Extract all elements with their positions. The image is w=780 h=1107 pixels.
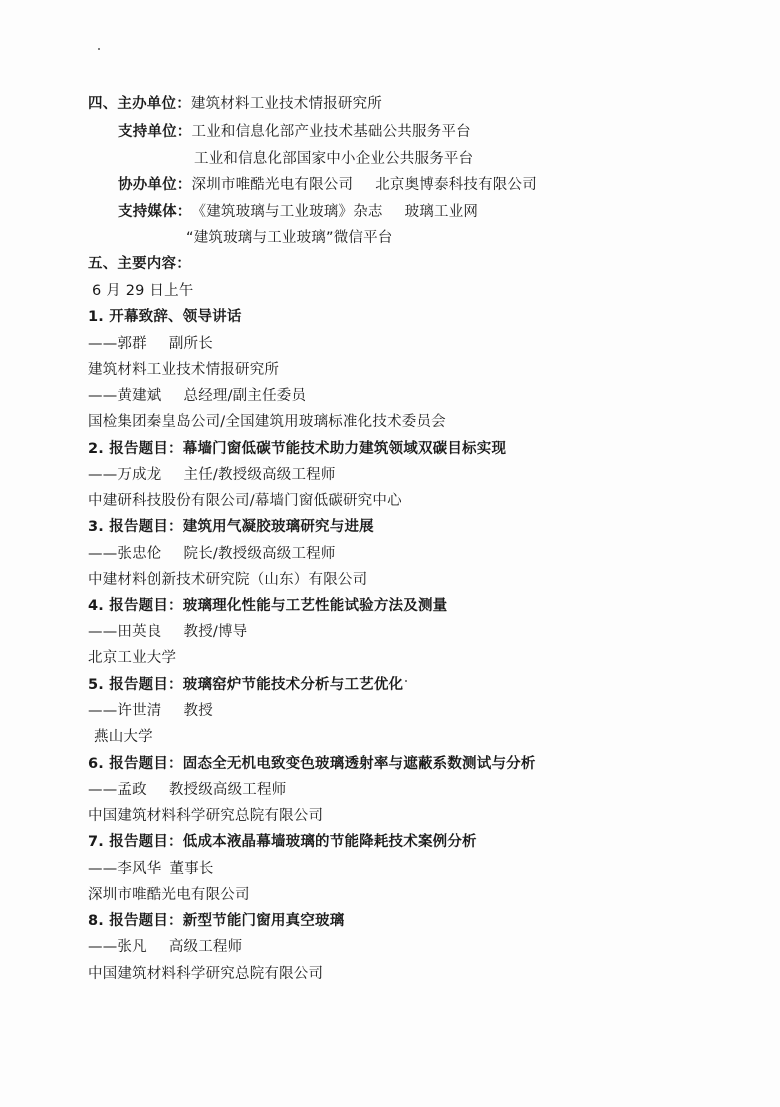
support-row bbox=[118, 122, 471, 142]
media-row-2 bbox=[186, 228, 393, 248]
speaker-org: 北京工业大学 bbox=[88, 650, 177, 666]
agenda-item-title: 8. 报告题目：新型节能门窗用真空玻璃 bbox=[88, 913, 345, 929]
co-row bbox=[118, 175, 537, 195]
host-unit: 建筑材料工业技术情报研究所 bbox=[190, 96, 383, 112]
host-row bbox=[88, 94, 382, 114]
speaker-row bbox=[88, 780, 286, 800]
session-date: 6 月 29 日上午 bbox=[92, 283, 194, 299]
speaker-name: ——孟政 bbox=[88, 782, 147, 798]
speaker-row bbox=[88, 859, 214, 879]
speaker-row bbox=[88, 544, 336, 564]
speaker-name: ——田英良 bbox=[88, 624, 162, 640]
agenda-item-title: 7. 报告题目：低成本液晶幕墙玻璃的节能降耗技术案例分析 bbox=[88, 834, 477, 850]
speaker-org: 中建材料创新技术研究院（山东）有限公司 bbox=[88, 572, 368, 588]
support-row-2 bbox=[194, 149, 473, 169]
speaker-org: 深圳市唯酷光电有限公司 bbox=[88, 887, 250, 903]
media-row bbox=[118, 202, 478, 222]
speaker-role: 主任/教授级高级工程师 bbox=[183, 467, 336, 483]
scan-speck bbox=[98, 48, 100, 50]
speaker-role: 副所长 bbox=[168, 336, 213, 352]
speaker-role: 董事长 bbox=[169, 861, 214, 877]
support-label: 支持单位： bbox=[118, 124, 192, 140]
section4-heading: 四、主办单位： bbox=[88, 96, 191, 112]
support-unit-2: 工业和信息化部国家中小企业公共服务平台 bbox=[194, 151, 474, 167]
speaker-row bbox=[88, 622, 247, 642]
agenda-item-title: 1. 开幕致辞、领导讲话 bbox=[88, 309, 242, 325]
speaker-org: 中建研科技股份有限公司/幕墙门窗低碳研究中心 bbox=[88, 493, 402, 509]
speaker-role: 教授/博导 bbox=[183, 624, 248, 640]
co-unit-2: 北京奥博泰科技有限公司 bbox=[375, 177, 537, 193]
co-label: 协办单位： bbox=[118, 177, 192, 193]
media-label: 支持媒体： bbox=[118, 204, 192, 220]
speaker-row bbox=[88, 701, 213, 721]
speaker-role: 高级工程师 bbox=[168, 939, 243, 955]
scan-speck bbox=[405, 680, 407, 682]
speaker-row bbox=[88, 386, 306, 406]
speaker-role: 教授 bbox=[183, 703, 213, 719]
speaker-org: 燕山大学 bbox=[94, 729, 153, 745]
agenda-item-title: 6. 报告题目：固态全无机电致变色玻璃透射率与遮蔽系数测试与分析 bbox=[88, 756, 536, 772]
media-2: 玻璃工业网 bbox=[404, 204, 479, 220]
speaker-role: 总经理/副主任委员 bbox=[183, 388, 307, 404]
speaker-name: ——李风华 bbox=[88, 861, 162, 877]
speaker-row bbox=[88, 334, 213, 354]
co-unit-1: 深圳市唯酷光电有限公司 bbox=[191, 177, 354, 193]
speaker-name: ——许世清 bbox=[88, 703, 162, 719]
speaker-org: 建筑材料工业技术情报研究所 bbox=[88, 362, 280, 378]
media-3: “建筑玻璃与工业玻璃”微信平台 bbox=[186, 230, 393, 246]
speaker-name: ——张凡 bbox=[88, 939, 147, 955]
section5-heading: 五、主要内容： bbox=[88, 256, 191, 272]
agenda-item-title: 5. 报告题目：玻璃窑炉节能技术分析与工艺优化 bbox=[88, 677, 404, 693]
speaker-row bbox=[88, 937, 242, 957]
agenda-item-title: 4. 报告题目：玻璃理化性能与工艺性能试验方法及测量 bbox=[88, 598, 448, 614]
speaker-name: ——郭群 bbox=[88, 336, 147, 352]
speaker-name: ——黄建斌 bbox=[88, 388, 162, 404]
agenda-item-title: 2. 报告题目：幕墙门窗低碳节能技术助力建筑领域双碳目标实现 bbox=[88, 441, 507, 457]
speaker-org: 中国建筑材料科学研究总院有限公司 bbox=[88, 966, 324, 982]
speaker-org: 中国建筑材料科学研究总院有限公司 bbox=[88, 808, 324, 824]
speaker-name: ——万成龙 bbox=[88, 467, 162, 483]
speaker-row bbox=[88, 465, 336, 485]
support-unit-1: 工业和信息化部产业技术基础公共服务平台 bbox=[191, 124, 471, 140]
speaker-role: 教授级高级工程师 bbox=[168, 782, 287, 798]
speaker-role: 院长/教授级高级工程师 bbox=[183, 546, 336, 562]
media-1: 《建筑玻璃与工业玻璃》杂志 bbox=[191, 204, 383, 220]
speaker-name: ——张忠伦 bbox=[88, 546, 162, 562]
speaker-org: 国检集团秦皇岛公司/全国建筑用玻璃标准化技术委员会 bbox=[88, 414, 446, 430]
agenda-item-title: 3. 报告题目：建筑用气凝胶玻璃研究与进展 bbox=[88, 519, 374, 535]
